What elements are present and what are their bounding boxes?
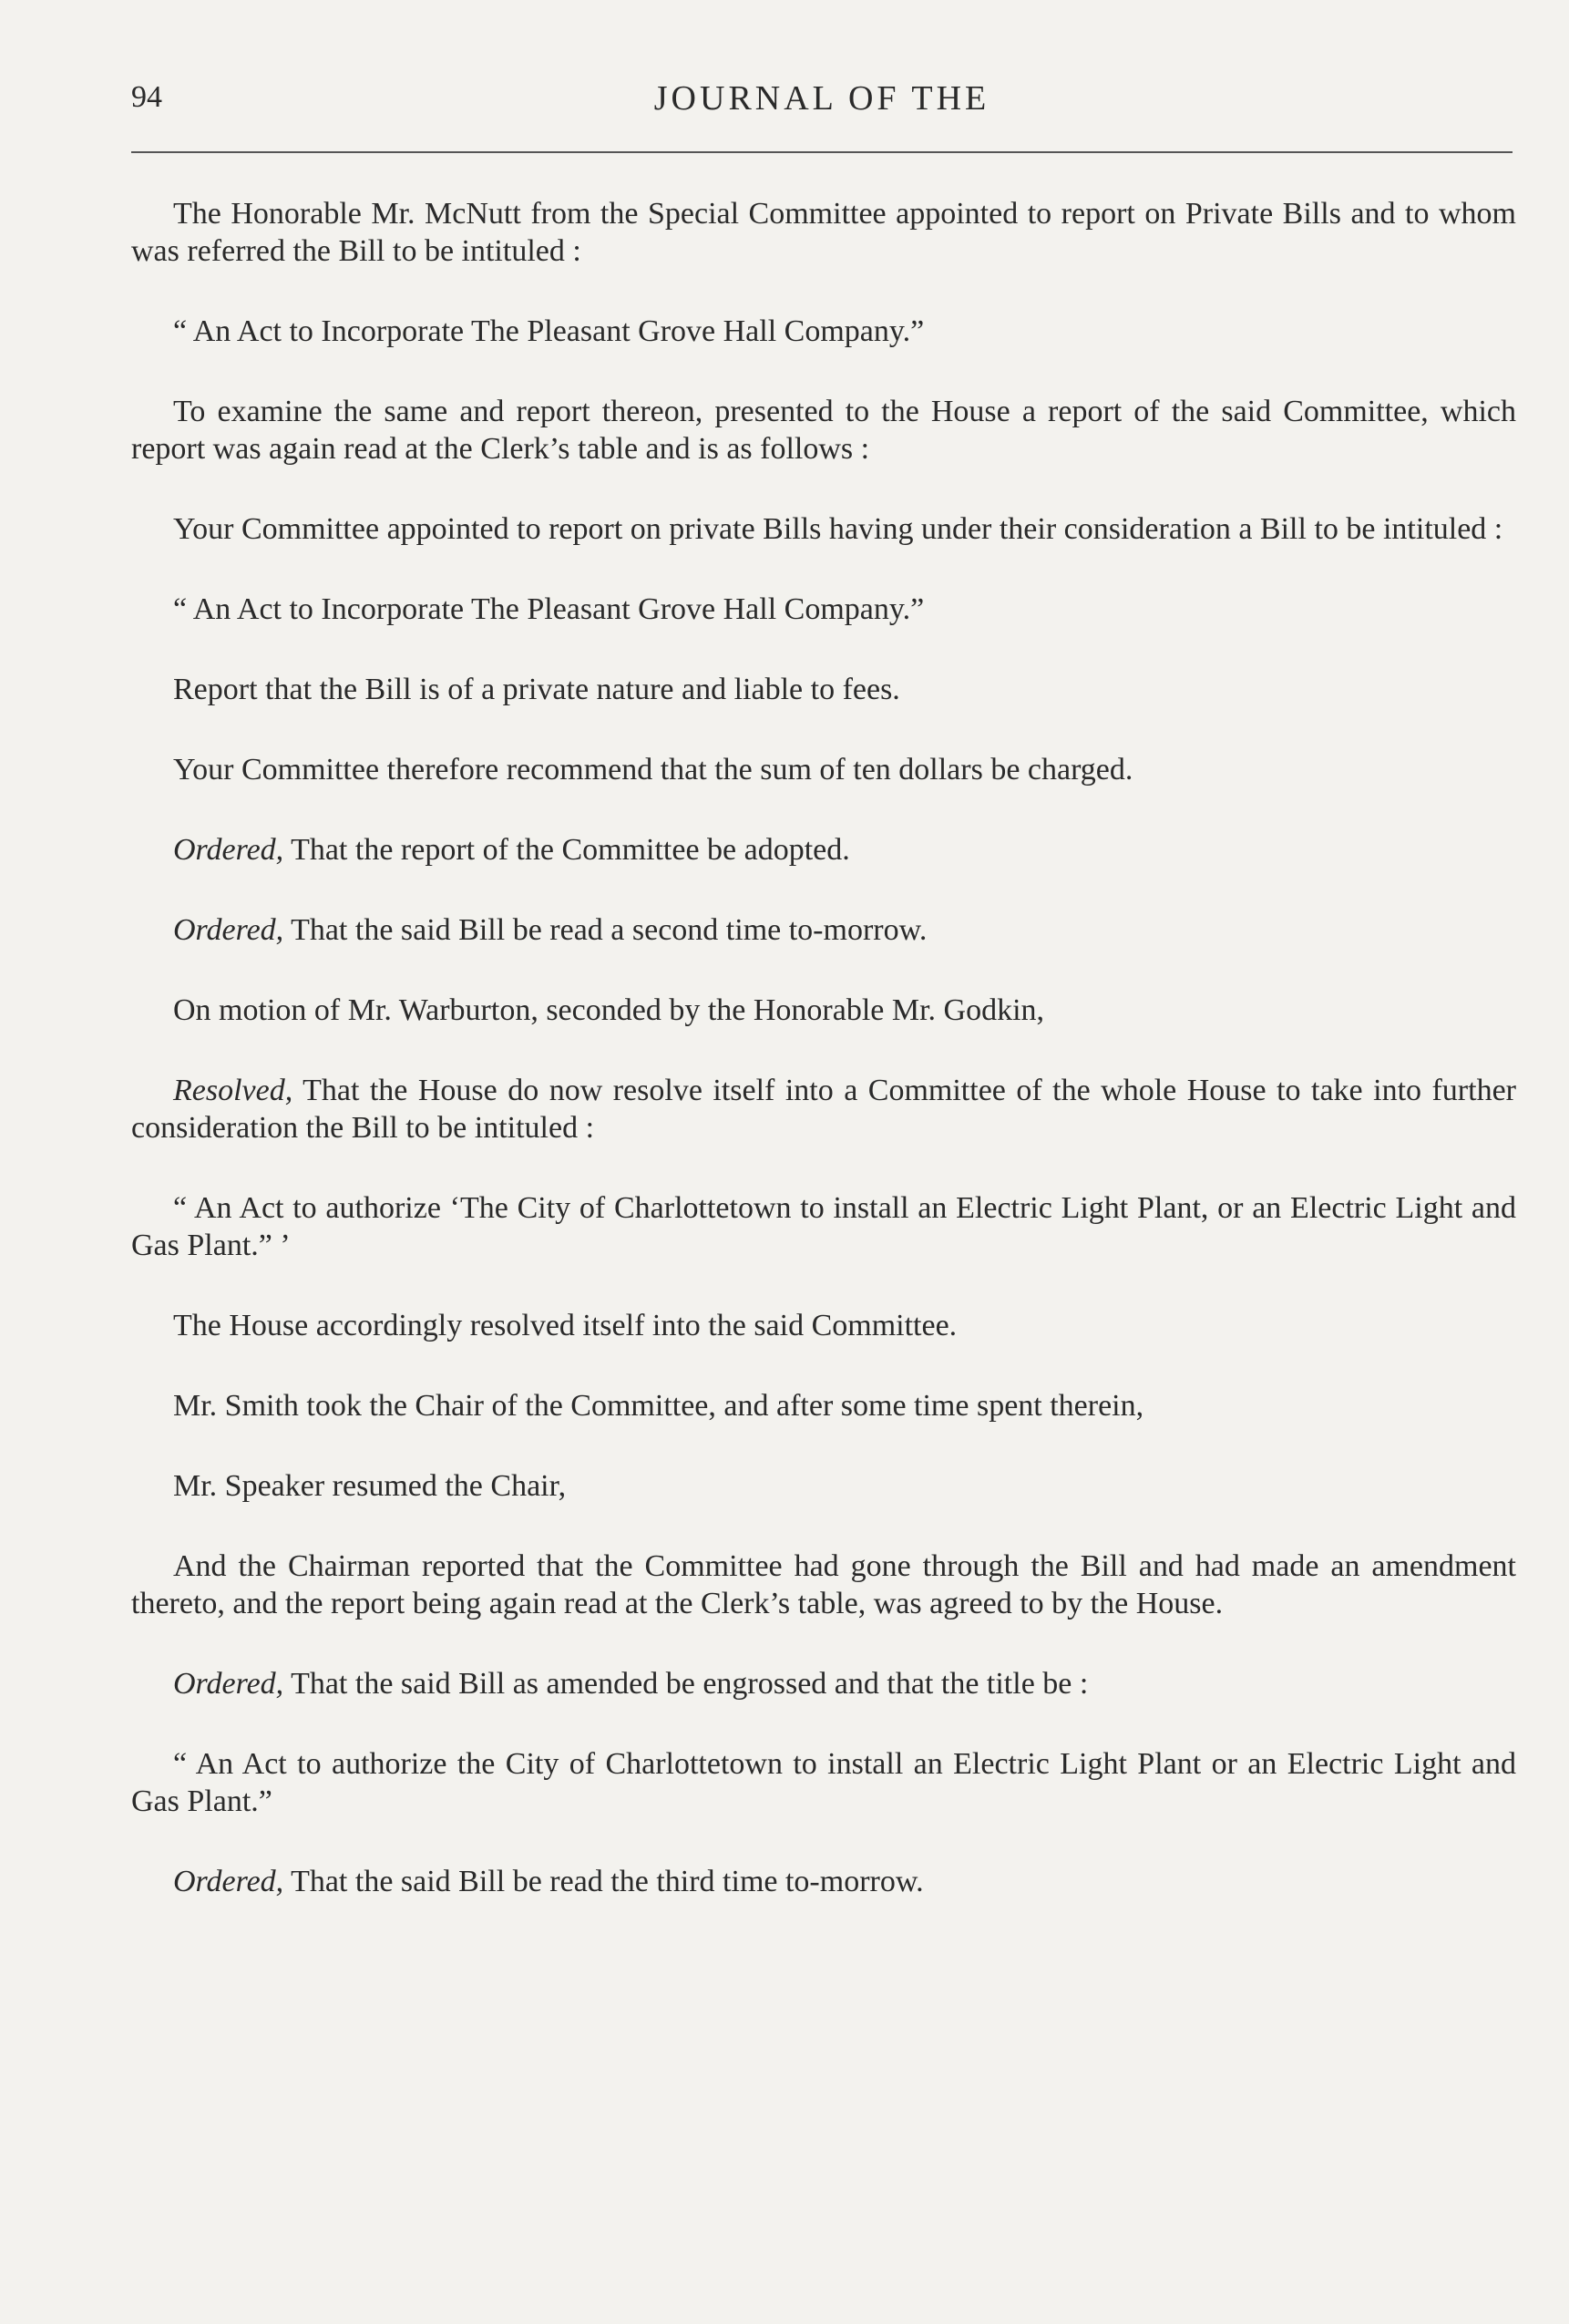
ordered-text: That the report of the Committee be adopted. <box>283 833 850 867</box>
paragraph-fees-recommendation: Your Committee therefore recommend that the sum of ten dollars be charged. <box>173 753 1133 787</box>
paragraph-ordered-second-reading <box>131 911 1516 949</box>
ordered-label: Ordered, <box>173 913 284 947</box>
page-header <box>131 73 1513 128</box>
ordered-text: That the said Bill be read the third time to-morrow. <box>283 1865 924 1898</box>
paragraph-smith-chair: Mr. Smith took the Chair of the Committee, and after some time spent therein, <box>173 1389 1144 1423</box>
paragraph-chairman-reported: And the Chairman reported that the Committee had gone through the Bill and had made an amendment thereto, and the report being again read at the Clerk’s table, was agreed to by the House. <box>131 1549 1516 1620</box>
resolved-text: That the House do now resolve itself into a Committee of the whole House to take into further consideration the Bill to be intituled : <box>131 1074 1516 1145</box>
paragraph-report-private-nature: Report that the Bill is of a private nature and liable to fees. <box>173 673 900 706</box>
resolved-label: Resolved, <box>173 1074 293 1107</box>
paragraph-bill-title-quote: “ An Act to Incorporate The Pleasant Grove Hall Company.” <box>173 314 925 348</box>
paragraph-ordered-adopted <box>131 831 1516 869</box>
journal-body <box>131 195 1516 1900</box>
paragraph-house-resolved: The House accordingly resolved itself into the said Committee. <box>173 1309 958 1342</box>
paragraph-electric-bill-title: “ An Act to authorize the City of Charlottetown to install an Electric Light Plant or an Electric Light and Gas Plant.” <box>131 1747 1516 1818</box>
running-head: JOURNAL OF THE <box>653 79 990 118</box>
paragraph-committee-consideration: Your Committee appointed to report on private Bills having under their consideration a Bill to be intituled : <box>173 512 1503 546</box>
ordered-text: That the said Bill be read a second time to-morrow. <box>283 913 928 947</box>
paragraph-ordered-engrossed <box>131 1665 1516 1702</box>
ordered-text: That the said Bill as amended be engrossed and that the title be : <box>283 1667 1089 1701</box>
ordered-label: Ordered, <box>173 1865 284 1898</box>
paragraph-electric-bill-quote: “ An Act to authorize ‘The City of Charlottetown to install an Electric Light Plant, or an Electric Light and Gas Plant.” ’ <box>131 1191 1516 1262</box>
paragraph-bill-title-quote-2: “ An Act to Incorporate The Pleasant Grove Hall Company.” <box>173 592 925 626</box>
paragraph-report-intro: The Honorable Mr. McNutt from the Special Committee appointed to report on Private Bills and to whom was referred the Bill to be intituled : <box>131 197 1516 268</box>
ordered-label: Ordered, <box>173 1667 284 1701</box>
paragraph-resolved <box>131 1072 1516 1147</box>
paragraph-speaker-resumed: Mr. Speaker resumed the Chair, <box>173 1469 567 1503</box>
header-rule <box>131 151 1513 153</box>
page-number: 94 <box>131 80 162 114</box>
paragraph-ordered-third-reading <box>131 1863 1516 1900</box>
paragraph-examine: To examine the same and report thereon, presented to the House a report of the said Committee, which report was again read at the Clerk’s table and is as follows : <box>131 395 1516 466</box>
paragraph-motion: On motion of Mr. Warburton, seconded by the Honorable Mr. Godkin, <box>173 993 1045 1027</box>
ordered-label: Ordered, <box>173 833 284 867</box>
